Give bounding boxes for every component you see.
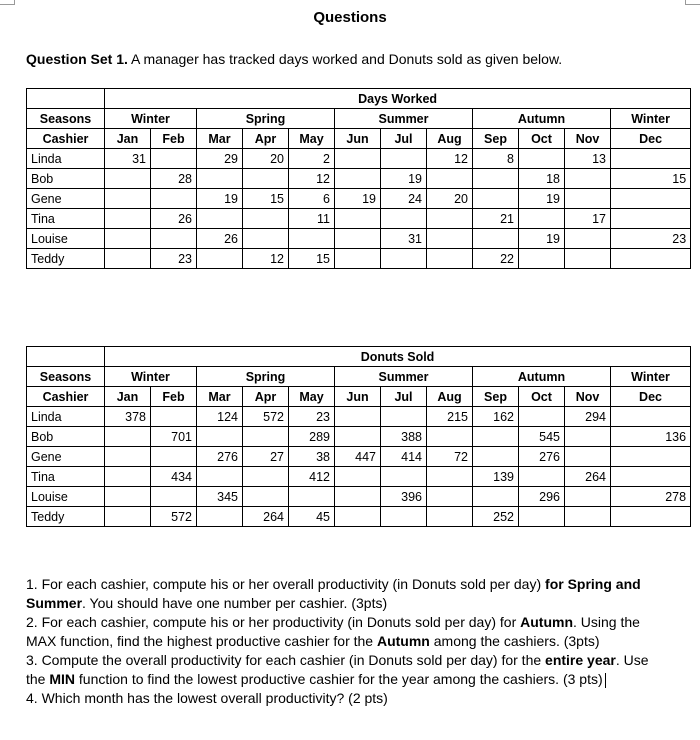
- data-cell: 124: [197, 407, 243, 427]
- data-cell: [151, 447, 197, 467]
- data-cell: [243, 467, 289, 487]
- month-header: Nov: [565, 129, 611, 149]
- month-header: Feb: [151, 129, 197, 149]
- data-cell: [105, 447, 151, 467]
- data-cell: 136: [611, 427, 691, 447]
- data-cell: 19: [335, 189, 381, 209]
- data-cell: 31: [105, 149, 151, 169]
- question-text: for Spring and Summer: [26, 576, 641, 611]
- month-header: Jul: [381, 129, 427, 149]
- data-cell: 26: [197, 229, 243, 249]
- data-cell: [197, 169, 243, 189]
- data-cell: 31: [381, 229, 427, 249]
- data-cell: [611, 407, 691, 427]
- data-cell: [243, 487, 289, 507]
- season-header: Spring: [197, 367, 335, 387]
- month-header: Nov: [565, 387, 611, 407]
- table-row: [27, 507, 691, 527]
- cashier-name: Bob: [27, 169, 105, 189]
- data-cell: 20: [427, 189, 473, 209]
- month-header: Mar: [197, 129, 243, 149]
- data-cell: 252: [473, 507, 519, 527]
- table-row: [27, 249, 691, 269]
- data-cell: [243, 229, 289, 249]
- season-header: Autumn: [473, 109, 611, 129]
- data-cell: 12: [243, 249, 289, 269]
- cashier-name: Louise: [27, 487, 105, 507]
- data-cell: [105, 467, 151, 487]
- table-title: Days Worked: [105, 89, 691, 109]
- table-row: [27, 229, 691, 249]
- donuts-sold-table: [26, 346, 691, 527]
- data-cell: 19: [381, 169, 427, 189]
- season-header: Summer: [335, 367, 473, 387]
- data-cell: [105, 169, 151, 189]
- data-cell: [335, 209, 381, 229]
- data-cell: 17: [565, 209, 611, 229]
- month-header: Sep: [473, 387, 519, 407]
- data-cell: [565, 229, 611, 249]
- data-cell: [611, 507, 691, 527]
- data-cell: 264: [243, 507, 289, 527]
- data-cell: [473, 229, 519, 249]
- data-cell: [151, 189, 197, 209]
- seasons-row: [27, 109, 691, 129]
- question-text: . Use the: [26, 652, 649, 687]
- question-text: 2. For each cashier, compute his or her productivity (in Donuts sold per day) for: [26, 614, 521, 630]
- data-cell: [197, 249, 243, 269]
- data-cell: [381, 407, 427, 427]
- data-cell: [427, 209, 473, 229]
- days-worked-table: [26, 88, 691, 269]
- season-header: Autumn: [473, 367, 611, 387]
- table-title-row: [27, 347, 691, 367]
- data-cell: [243, 209, 289, 229]
- data-cell: [565, 507, 611, 527]
- question-item: [26, 689, 666, 708]
- data-cell: [289, 487, 335, 507]
- data-cell: [197, 209, 243, 229]
- table-row: [27, 487, 691, 507]
- data-cell: [565, 447, 611, 467]
- data-cell: 447: [335, 447, 381, 467]
- cashier-name: Louise: [27, 229, 105, 249]
- data-cell: [611, 447, 691, 467]
- data-cell: 276: [197, 447, 243, 467]
- data-cell: 434: [151, 467, 197, 487]
- data-cell: [335, 507, 381, 527]
- data-cell: 29: [197, 149, 243, 169]
- data-cell: 388: [381, 427, 427, 447]
- data-cell: [565, 249, 611, 269]
- months-row: [27, 129, 691, 149]
- data-cell: 412: [289, 467, 335, 487]
- month-header: Dec: [611, 129, 691, 149]
- data-cell: 289: [289, 427, 335, 447]
- data-cell: 26: [151, 209, 197, 229]
- question-text: function to find the lowest productive cashier for the year among the cashiers. (3 pts): [75, 671, 603, 687]
- data-cell: 12: [427, 149, 473, 169]
- data-cell: [611, 149, 691, 169]
- table-row: [27, 169, 691, 189]
- cashier-name: Teddy: [27, 507, 105, 527]
- data-cell: [381, 149, 427, 169]
- question-text: among the cashiers. (3pts): [429, 633, 600, 649]
- data-cell: [289, 229, 335, 249]
- month-header: Aug: [427, 387, 473, 407]
- data-cell: 19: [197, 189, 243, 209]
- data-cell: [335, 149, 381, 169]
- data-cell: [197, 427, 243, 447]
- data-cell: [335, 487, 381, 507]
- data-cell: 15: [611, 169, 691, 189]
- data-cell: [519, 467, 565, 487]
- data-cell: 2: [289, 149, 335, 169]
- data-cell: 15: [289, 249, 335, 269]
- data-cell: [427, 427, 473, 447]
- question-text: . You should have one number per cashier. (3pts): [82, 595, 388, 611]
- data-cell: 215: [427, 407, 473, 427]
- data-cell: 27: [243, 447, 289, 467]
- seasons-label: Seasons: [27, 367, 105, 387]
- month-header: Aug: [427, 129, 473, 149]
- data-cell: 414: [381, 447, 427, 467]
- table-row: [27, 447, 691, 467]
- data-cell: 139: [473, 467, 519, 487]
- blank-cell: [27, 89, 105, 109]
- month-header: Jun: [335, 129, 381, 149]
- blank-cell: [27, 347, 105, 367]
- season-header: Spring: [197, 109, 335, 129]
- data-cell: [565, 189, 611, 209]
- data-cell: 572: [243, 407, 289, 427]
- month-header: Dec: [611, 387, 691, 407]
- table-title-row: [27, 89, 691, 109]
- data-cell: [473, 189, 519, 209]
- data-cell: [473, 487, 519, 507]
- data-cell: [335, 467, 381, 487]
- data-cell: [565, 487, 611, 507]
- seasons-row: [27, 367, 691, 387]
- cashier-name: Teddy: [27, 249, 105, 269]
- data-cell: 23: [289, 407, 335, 427]
- data-cell: [565, 427, 611, 447]
- data-cell: [427, 249, 473, 269]
- month-header: Jan: [105, 129, 151, 149]
- data-cell: 28: [151, 169, 197, 189]
- data-cell: 396: [381, 487, 427, 507]
- table-row: [27, 427, 691, 447]
- data-cell: 19: [519, 229, 565, 249]
- data-cell: [381, 507, 427, 527]
- data-cell: 276: [519, 447, 565, 467]
- month-header: Feb: [151, 387, 197, 407]
- data-cell: [243, 169, 289, 189]
- data-cell: [519, 407, 565, 427]
- question-text: entire year: [545, 652, 616, 668]
- season-header: Winter: [611, 109, 691, 129]
- data-cell: [565, 169, 611, 189]
- month-header: Jan: [105, 387, 151, 407]
- questions-list: [26, 575, 666, 708]
- data-cell: [335, 169, 381, 189]
- month-header: Oct: [519, 387, 565, 407]
- data-cell: [335, 427, 381, 447]
- data-cell: [427, 507, 473, 527]
- season-header: Summer: [335, 109, 473, 129]
- data-cell: [427, 487, 473, 507]
- month-header: Apr: [243, 129, 289, 149]
- intro-text: A manager has tracked days worked and Donuts sold as given below.: [127, 51, 563, 67]
- data-cell: [381, 209, 427, 229]
- season-header: Winter: [105, 109, 197, 129]
- season-header: Winter: [105, 367, 197, 387]
- data-cell: 38: [289, 447, 335, 467]
- data-cell: 296: [519, 487, 565, 507]
- page-title: Questions: [313, 9, 387, 26]
- question-text: Autumn: [520, 614, 574, 630]
- question-text: Autumn: [376, 633, 430, 649]
- season-header: Winter: [611, 367, 691, 387]
- data-cell: 545: [519, 427, 565, 447]
- data-cell: [519, 249, 565, 269]
- data-cell: 162: [473, 407, 519, 427]
- data-cell: [243, 427, 289, 447]
- cashier-label: Cashier: [27, 129, 105, 149]
- table-row: [27, 189, 691, 209]
- data-cell: [105, 209, 151, 229]
- data-cell: 19: [519, 189, 565, 209]
- data-cell: 23: [151, 249, 197, 269]
- data-cell: 72: [427, 447, 473, 467]
- data-cell: [473, 447, 519, 467]
- data-cell: [151, 149, 197, 169]
- intro-label: Question Set 1.: [26, 51, 128, 67]
- cashier-name: Linda: [27, 149, 105, 169]
- data-cell: 701: [151, 427, 197, 447]
- page-corner-mark-right: [685, 0, 700, 5]
- data-cell: 23: [611, 229, 691, 249]
- data-cell: 378: [105, 407, 151, 427]
- intro-paragraph: [26, 51, 562, 67]
- question-text: 1. For each cashier, compute his or her overall productivity (in Donuts sold per day): [26, 576, 546, 592]
- cashier-name: Linda: [27, 407, 105, 427]
- data-cell: 278: [611, 487, 691, 507]
- data-cell: [611, 189, 691, 209]
- cashier-name: Tina: [27, 209, 105, 229]
- data-cell: 13: [565, 149, 611, 169]
- data-cell: [197, 467, 243, 487]
- data-cell: [105, 189, 151, 209]
- table-row: [27, 149, 691, 169]
- data-cell: [105, 487, 151, 507]
- cashier-label: Cashier: [27, 387, 105, 407]
- data-cell: [427, 467, 473, 487]
- cashier-name: Gene: [27, 189, 105, 209]
- month-header: Jul: [381, 387, 427, 407]
- data-cell: [105, 507, 151, 527]
- data-cell: 264: [565, 467, 611, 487]
- data-cell: [105, 249, 151, 269]
- month-header: Jun: [335, 387, 381, 407]
- question-text: 3. Compute the overall productivity for each cashier (in Donuts sold per day) for the: [26, 652, 546, 668]
- page-corner-mark-left: [0, 0, 15, 5]
- data-cell: [519, 209, 565, 229]
- question-text: . Using the MAX function, find the highest productive cashier for the: [26, 614, 640, 649]
- data-cell: [105, 427, 151, 447]
- data-cell: [611, 209, 691, 229]
- data-cell: 24: [381, 189, 427, 209]
- question-item: [26, 651, 666, 689]
- text-cursor: [605, 673, 606, 688]
- data-cell: [335, 229, 381, 249]
- data-cell: [381, 249, 427, 269]
- data-cell: [335, 249, 381, 269]
- data-cell: 12: [289, 169, 335, 189]
- data-cell: 345: [197, 487, 243, 507]
- data-cell: [335, 407, 381, 427]
- data-cell: 20: [243, 149, 289, 169]
- data-cell: [427, 229, 473, 249]
- question-text: 4. Which month has the lowest overall productivity? (2 pts): [26, 690, 388, 706]
- table-row: [27, 209, 691, 229]
- month-header: May: [289, 387, 335, 407]
- data-cell: [611, 467, 691, 487]
- data-cell: [151, 229, 197, 249]
- month-header: Oct: [519, 129, 565, 149]
- month-header: Mar: [197, 387, 243, 407]
- month-header: May: [289, 129, 335, 149]
- data-cell: [151, 407, 197, 427]
- data-cell: [427, 169, 473, 189]
- data-cell: 8: [473, 149, 519, 169]
- data-cell: 21: [473, 209, 519, 229]
- data-cell: [519, 507, 565, 527]
- question-text: MIN: [49, 671, 76, 687]
- seasons-label: Seasons: [27, 109, 105, 129]
- data-cell: 45: [289, 507, 335, 527]
- table-row: [27, 467, 691, 487]
- cashier-name: Bob: [27, 427, 105, 447]
- data-cell: 18: [519, 169, 565, 189]
- data-cell: [197, 507, 243, 527]
- cashier-name: Tina: [27, 467, 105, 487]
- month-header: Apr: [243, 387, 289, 407]
- table-title: Donuts Sold: [105, 347, 691, 367]
- data-cell: 572: [151, 507, 197, 527]
- data-cell: [151, 487, 197, 507]
- data-cell: [519, 149, 565, 169]
- table-row: [27, 407, 691, 427]
- data-cell: [473, 169, 519, 189]
- months-row: [27, 387, 691, 407]
- data-cell: 6: [289, 189, 335, 209]
- cashier-name: Gene: [27, 447, 105, 467]
- question-item: [26, 613, 666, 651]
- data-cell: 15: [243, 189, 289, 209]
- data-cell: [381, 467, 427, 487]
- data-cell: [473, 427, 519, 447]
- question-item: [26, 575, 666, 613]
- data-cell: 22: [473, 249, 519, 269]
- data-cell: 294: [565, 407, 611, 427]
- data-cell: [611, 249, 691, 269]
- data-cell: [105, 229, 151, 249]
- data-cell: 11: [289, 209, 335, 229]
- month-header: Sep: [473, 129, 519, 149]
